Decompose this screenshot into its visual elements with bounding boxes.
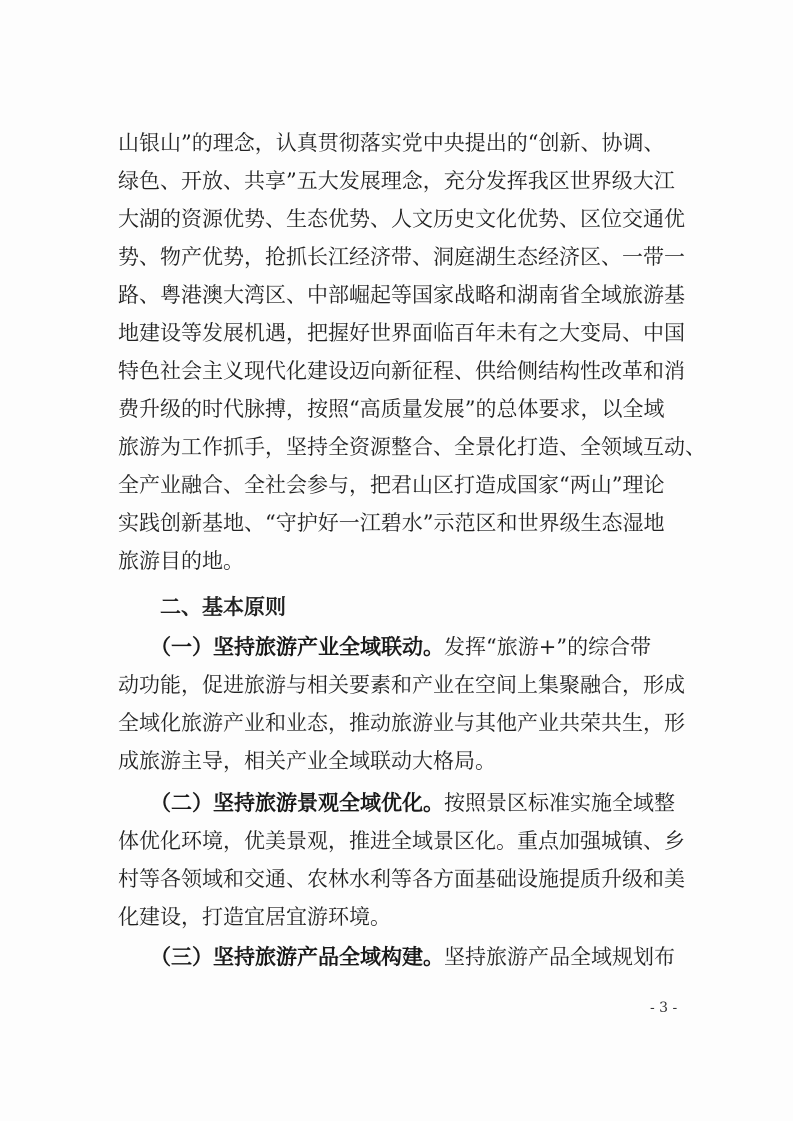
paragraph-first-line xyxy=(150,789,675,817)
paragraph-text: 发挥“旅游+”的综合带 xyxy=(444,635,652,659)
text-line: 旅游目的地。 xyxy=(118,549,244,573)
text-line: 特色社会主义现代化建设迈向新征程、供给侧结构性改革和消 xyxy=(118,359,685,383)
text-line: 动功能，促进旅游与相关要素和产业在空间上集聚融合，形成 xyxy=(118,673,685,697)
page-number: - 3 - xyxy=(650,1000,678,1016)
text-line: 体优化环境，优美景观，推进全域景区化。重点加强城镇、乡 xyxy=(118,829,685,853)
paragraph-text: 坚持旅游产品全域规划布 xyxy=(444,945,675,969)
text-line: 化建设，打造宜居宜游环境。 xyxy=(118,905,391,929)
text-line: 成旅游主导，相关产业全域联动大格局。 xyxy=(118,749,496,773)
paragraph-title: （二）坚持旅游景观全域优化。 xyxy=(150,791,444,815)
paragraph-title: （三）坚持旅游产品全域构建。 xyxy=(150,945,444,969)
text-line: 全产业融合、全社会参与，把君山区打造成国家“两山”理论 xyxy=(118,473,665,497)
text-line: 村等各领域和交通、农林水利等各方面基础设施提质升级和美 xyxy=(118,867,685,891)
text-line: 全域化旅游产业和业态，推动旅游业与其他产业共荣共生，形 xyxy=(118,711,685,735)
text-line: 势、物产优势，抢抓长江经济带、洞庭湖生态经济区、一带一 xyxy=(118,245,685,269)
text-line: 路、粤港澳大湾区、中部崛起等国家战略和湖南省全域旅游基 xyxy=(118,283,685,307)
paragraph-title: （一）坚持旅游产业全域联动。 xyxy=(150,635,444,659)
text-line: 绿色、开放、共享”五大发展理念，充分发挥我区世界级大江 xyxy=(118,169,675,193)
paragraph-first-line xyxy=(150,633,651,661)
paragraph-first-line xyxy=(150,943,675,971)
text-line: 实践创新基地、“守护好一江碧水”示范区和世界级生态湿地 xyxy=(118,511,665,535)
section-heading: 二、基本原则 xyxy=(160,595,286,619)
text-line: 山银山”的理念，认真贯彻落实党中央提出的“创新、协调、 xyxy=(118,131,665,155)
text-line: 地建设等发展机遇，把握好世界面临百年未有之大变局、中国 xyxy=(118,321,685,345)
text-line: 大湖的资源优势、生态优势、人文历史文化优势、区位交通优 xyxy=(118,207,685,231)
text-line: 费升级的时代脉搏，按照“高质量发展”的总体要求，以全域 xyxy=(118,397,665,421)
paragraph-text: 按照景区标准实施全域整 xyxy=(444,791,675,815)
text-line: 旅游为工作抓手，坚持全资源整合、全景化打造、全领域互动、 xyxy=(118,435,706,459)
